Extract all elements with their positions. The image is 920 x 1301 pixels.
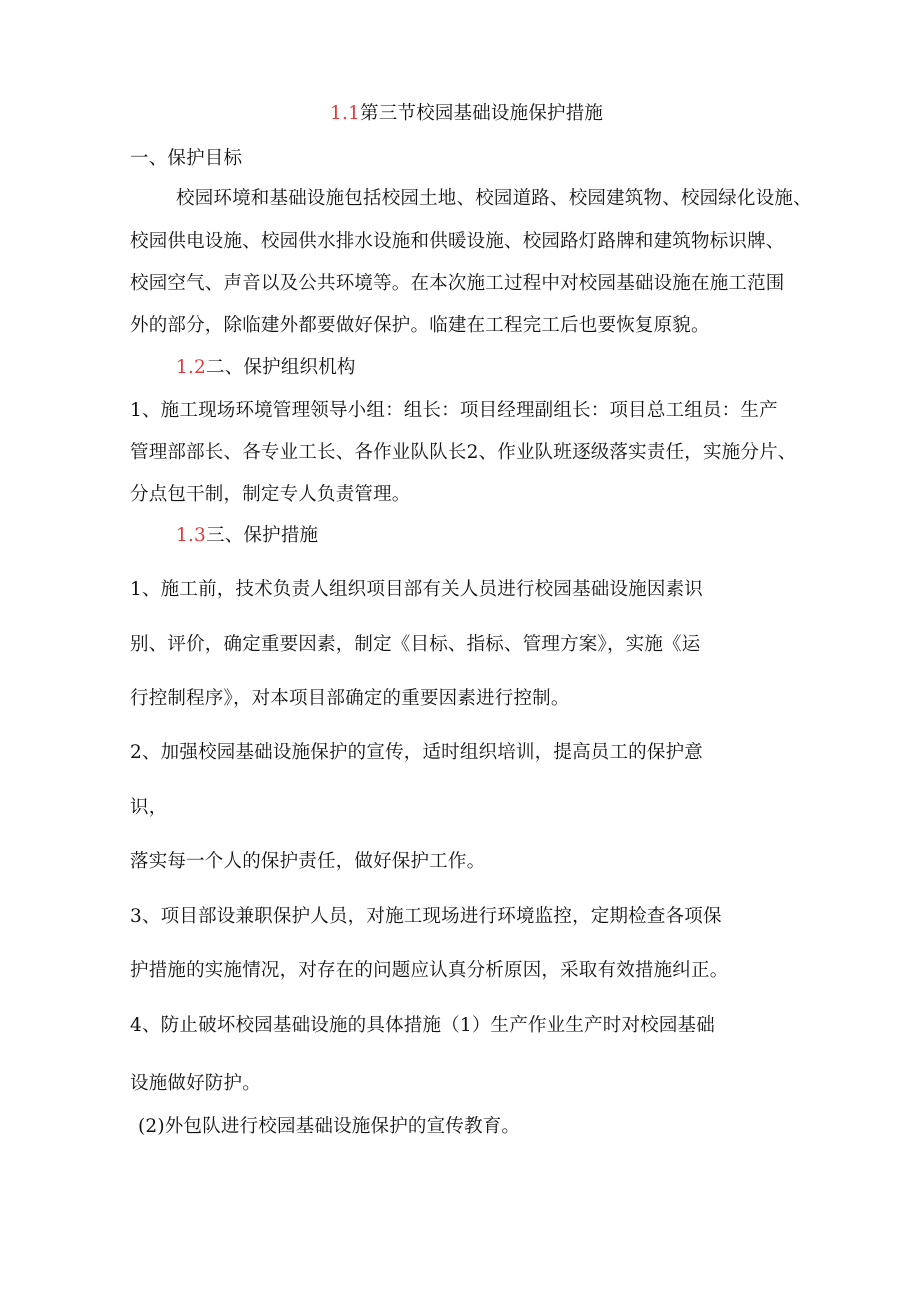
section1-paragraph-line: 校园环境和基础设施包括校园土地、校园道路、校园建筑物、校园绿化设施、	[176, 188, 812, 209]
section3-number: 1.3	[176, 525, 207, 546]
section3-line: 落实每一个人的保护责任，做好保护工作。	[130, 851, 486, 872]
section2-paragraph-line: 分点包干制，制定专人负责管理。	[130, 484, 411, 505]
section3-heading-text: 三、保护措施	[206, 525, 319, 546]
section3-line: 1、施工前，技术负责人组织项目部有关人员进行校园基础设施因素识	[130, 579, 703, 600]
section3-line: 别、评价，确定重要因素，制定《目标、指标、管理方案》，实施《运	[130, 634, 701, 655]
section3-line: 行控制程序》，对本项目部确定的重要因素进行控制。	[130, 688, 570, 709]
section2-paragraph-line: 管理部部长、各专业工长、各作业队队长2、作业队班逐级落实责任，实施分片、	[130, 442, 797, 463]
section3-line: 护措施的实施情况，对存在的问题应认真分析原因，采取有效措施纠正。	[130, 960, 729, 981]
section2-heading-text: 二、保护组织机构	[206, 357, 356, 378]
section3-line: 设施做好防护。	[130, 1073, 261, 1094]
section2-paragraph-line: 1、施工现场环境管理领导小组：组长：项目经理副组长：项目总工组员：生产	[130, 400, 778, 421]
section1-heading: 一、保护目标	[130, 148, 243, 169]
title-text: 第三节校园基础设施保护措施	[360, 103, 604, 124]
section3-line: 3、项目部设兼职保护人员，对施工现场进行环境监控，定期检查各项保	[130, 906, 722, 927]
title-number: 1.1	[330, 103, 361, 124]
section3-line: 2、加强校园基础设施保护的宣传，适时组织培训，提高员工的保护意	[130, 742, 703, 763]
page-title	[330, 101, 603, 127]
section3-heading	[176, 523, 318, 549]
section1-paragraph-line: 校园供电设施、校园供水排水设施和供暖设施、校园路灯路牌和建筑物标识牌、	[130, 231, 785, 252]
section3-line: 识，	[130, 797, 168, 818]
section2-number: 1.2	[176, 357, 207, 378]
section1-paragraph-line: 校园空气、声音以及公共环境等。在本次施工过程中对校园基础设施在施工范围	[130, 273, 785, 294]
section1-paragraph-line: 外的部分，除临建外都要做好保护。临建在工程完工后也要恢复原貌。	[130, 315, 710, 336]
section3-line: 4、防止破坏校园基础设施的具体措施（1）生产作业生产时对校园基础	[130, 1015, 715, 1036]
section3-line: (2)外包队进行校园基础设施保护的宣传教育。	[138, 1116, 521, 1137]
section2-heading	[176, 355, 356, 381]
